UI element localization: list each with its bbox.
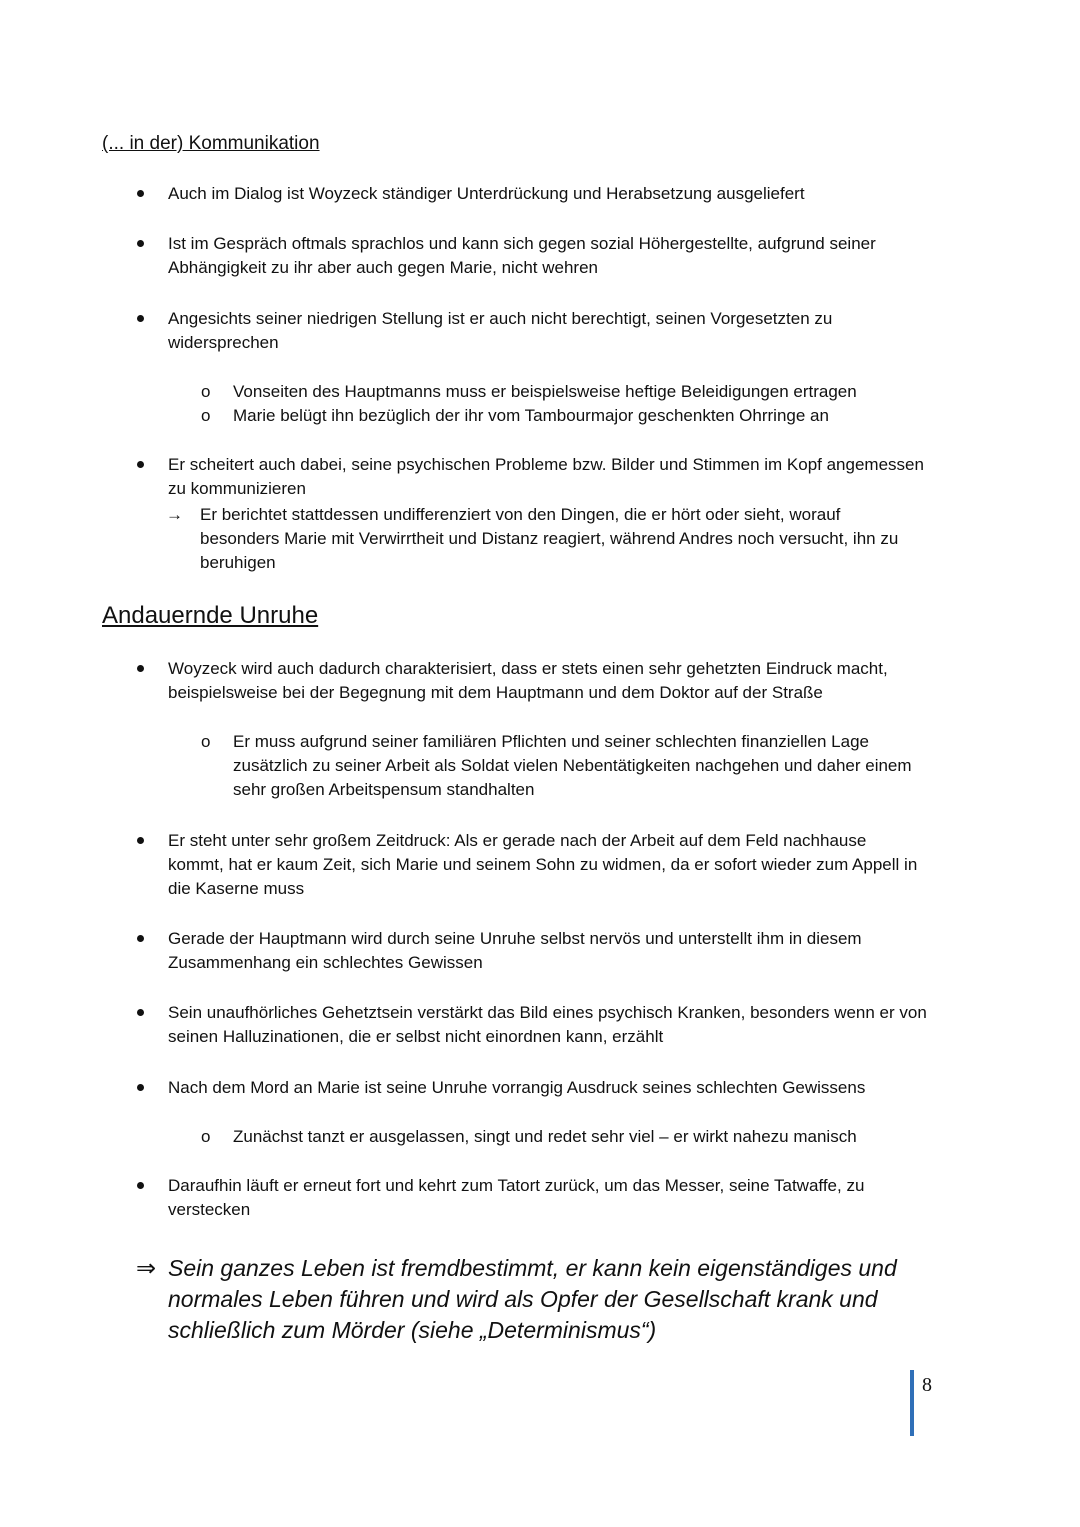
sub-bullet-marker: o xyxy=(201,1127,211,1146)
page-number-bar xyxy=(910,1370,914,1436)
sub-bullet-text: zusätzlich zu seiner Arbeit als Soldat vielen Nebentätigkeiten nachgehen und daher einem xyxy=(233,756,912,775)
sub-bullet-text: Marie belügt ihn bezüglich der ihr vom Tambourmajor geschenkten Ohrringe an xyxy=(233,406,829,425)
bullet-marker xyxy=(137,935,144,942)
page-number: 8 xyxy=(922,1374,932,1396)
conclusion-text: normales Leben führen und wird als Opfer der Gesellschaft krank und xyxy=(168,1286,878,1312)
bullet-text: Abhängigkeit zu ihr aber auch gegen Marie, nicht wehren xyxy=(168,258,598,277)
bullet-text: die Kaserne muss xyxy=(168,879,305,898)
bullet-text: Er scheitert auch dabei, seine psychischen Probleme bzw. Bilder und Stimmen im Kopf angemessen xyxy=(168,455,924,474)
bullet-marker xyxy=(137,1182,144,1189)
arrow-text: Er berichtet stattdessen undifferenziert von den Dingen, die er hört oder sieht, worauf xyxy=(200,505,841,524)
sub-bullet-text: sehr großen Arbeitspensum standhalten xyxy=(233,780,535,799)
arrow-text: beruhigen xyxy=(200,553,276,572)
arrow-right-icon: → xyxy=(166,505,183,524)
bullet-marker xyxy=(137,190,144,197)
bullet-marker xyxy=(137,315,144,322)
bullet-text: seinen Halluzinationen, die er selbst nicht einordnen kann, erzählt xyxy=(168,1027,664,1046)
bullet-text: Auch im Dialog ist Woyzeck ständiger Unterdrückung und Herabsetzung ausgeliefert xyxy=(168,184,805,203)
sub-bullet-text: Zunächst tanzt er ausgelassen, singt und redet sehr viel – er wirkt nahezu manisch xyxy=(233,1127,857,1146)
double-arrow-icon: ⇒ xyxy=(136,1255,157,1282)
sub-bullet-text: Vonseiten des Hauptmanns muss er beispielsweise heftige Beleidigungen ertragen xyxy=(233,382,857,401)
arrow-text: besonders Marie mit Verwirrtheit und Distanz reagiert, während Andres noch versucht, ihn zu xyxy=(200,529,899,548)
section-heading-unruhe: Andauernde Unruhe xyxy=(102,602,319,629)
bullet-text: Ist im Gespräch oftmals sprachlos und kann sich gegen sozial Höhergestellte, aufgrund seiner xyxy=(168,234,876,253)
bullet-text: zu kommunizieren xyxy=(168,479,306,498)
bullet-text: Gerade der Hauptmann wird durch seine Unruhe selbst nervös und unterstellt ihm in diesem xyxy=(168,929,862,948)
sub-bullet-marker: o xyxy=(201,382,211,401)
sub-bullet-marker: o xyxy=(201,406,211,425)
bullet-marker xyxy=(137,665,144,672)
bullet-text: widersprechen xyxy=(168,333,279,352)
bullet-text: Sein unaufhörliches Gehetztsein verstärkt das Bild eines psychisch Kranken, besonders wenn er von xyxy=(168,1003,927,1022)
bullet-text: kommt, hat er kaum Zeit, sich Marie und seinem Sohn zu widmen, da er sofort wieder zum Appell in xyxy=(168,855,918,874)
conclusion-text: schließlich zum Mörder (siehe „Determinismus“) xyxy=(168,1317,657,1343)
bullet-text: Nach dem Mord an Marie ist seine Unruhe vorrangig Ausdruck seines schlechten Gewissens xyxy=(168,1078,866,1097)
bullet-marker xyxy=(137,1084,144,1091)
sub-bullet-marker: o xyxy=(201,732,211,751)
bullet-text: Er steht unter sehr großem Zeitdruck: Als er gerade nach der Arbeit auf dem Feld nachhause xyxy=(168,831,867,850)
bullet-text: Zusammenhang ein schlechtes Gewissen xyxy=(168,953,483,972)
bullet-marker xyxy=(137,461,144,468)
section-heading-kommunikation: (... in der) Kommunikation xyxy=(102,133,320,154)
sub-bullet-text: Er muss aufgrund seiner familiären Pflichten und seiner schlechten finanziellen Lage xyxy=(233,732,869,751)
bullet-text: Woyzeck wird auch dadurch charakterisiert, dass er stets einen sehr gehetzten Eindruck macht, xyxy=(168,659,888,678)
bullet-text: beispielsweise bei der Begegnung mit dem Hauptmann und dem Doktor auf der Straße xyxy=(168,683,823,702)
conclusion-text: Sein ganzes Leben ist fremdbestimmt, er kann kein eigenständiges und xyxy=(168,1255,897,1281)
bullet-marker xyxy=(137,837,144,844)
bullet-marker xyxy=(137,240,144,247)
bullet-text: verstecken xyxy=(168,1200,251,1219)
bullet-text: Daraufhin läuft er erneut fort und kehrt zum Tatort zurück, um das Messer, seine Tatwaffe, zu xyxy=(168,1176,865,1195)
bullet-text: Angesichts seiner niedrigen Stellung ist er auch nicht berechtigt, seinen Vorgesetzten zu xyxy=(168,309,833,328)
bullet-marker xyxy=(137,1009,144,1016)
